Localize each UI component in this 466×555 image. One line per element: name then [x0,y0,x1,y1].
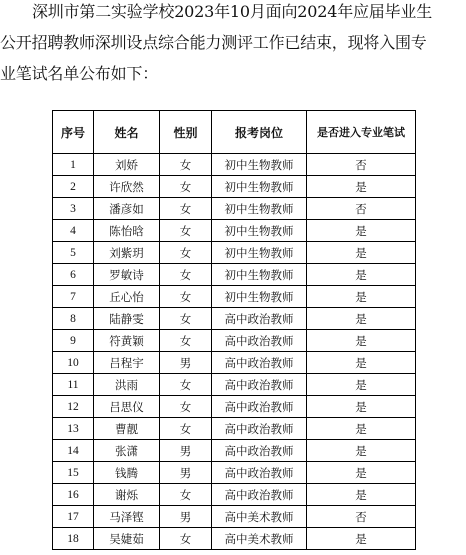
table-body [53,154,416,550]
cell-gender: 女 [160,220,212,242]
table-header-row [53,111,416,154]
table-row [53,352,416,374]
candidate-list-table [52,110,416,550]
cell-gender: 男 [160,440,212,462]
cell-no: 8 [53,308,94,330]
cell-name: 刘紫玥 [94,242,160,264]
cell-gender: 女 [160,396,212,418]
cell-gender: 男 [160,506,212,528]
cell-no: 15 [53,462,94,484]
cell-no: 14 [53,440,94,462]
cell-no: 13 [53,418,94,440]
cell-no: 17 [53,506,94,528]
cell-post: 高中政治教师 [212,396,307,418]
cell-gender: 女 [160,484,212,506]
cell-qualified: 是 [307,418,416,440]
table-row [53,418,416,440]
header-qualified: 是否进入专业笔试 [307,111,416,154]
cell-gender: 女 [160,286,212,308]
cell-post: 初中生物教师 [212,220,307,242]
cell-gender: 女 [160,198,212,220]
cell-name: 潘彦如 [94,198,160,220]
cell-name: 吕程宇 [94,352,160,374]
cell-name: 曹靓 [94,418,160,440]
cell-post: 高中政治教师 [212,308,307,330]
cell-no: 1 [53,154,94,176]
cell-post: 高中政治教师 [212,352,307,374]
cell-gender: 女 [160,374,212,396]
intro-line-1: 深圳市第二实验学校2023年10月面向2024年应届毕业生 [32,2,432,21]
cell-name: 吴婕茹 [94,528,160,550]
table-row [53,198,416,220]
cell-post: 高中美术教师 [212,506,307,528]
cell-post: 初中生物教师 [212,242,307,264]
cell-name: 陈怡晗 [94,220,160,242]
cell-qualified: 是 [307,440,416,462]
cell-name: 罗敏诗 [94,264,160,286]
cell-qualified: 是 [307,396,416,418]
cell-name: 刘娇 [94,154,160,176]
cell-qualified: 是 [307,286,416,308]
header-post: 报考岗位 [212,111,307,154]
cell-qualified: 是 [307,352,416,374]
cell-post: 初中生物教师 [212,154,307,176]
cell-no: 3 [53,198,94,220]
cell-qualified: 是 [307,308,416,330]
table-row [53,330,416,352]
cell-post: 初中生物教师 [212,176,307,198]
cell-qualified: 否 [307,198,416,220]
cell-post: 初中生物教师 [212,264,307,286]
cell-qualified: 是 [307,374,416,396]
cell-gender: 女 [160,176,212,198]
cell-gender: 女 [160,154,212,176]
table-row [53,264,416,286]
intro-line-3: 业笔试名单公布如下： [0,64,159,83]
header-no: 序号 [53,111,94,154]
table-row [53,374,416,396]
cell-no: 10 [53,352,94,374]
cell-qualified: 是 [307,264,416,286]
cell-name: 丘心怡 [94,286,160,308]
cell-gender: 女 [160,242,212,264]
cell-no: 7 [53,286,94,308]
cell-qualified: 是 [307,176,416,198]
cell-name: 谢烁 [94,484,160,506]
cell-qualified: 是 [307,462,416,484]
cell-gender: 女 [160,308,212,330]
cell-qualified: 是 [307,484,416,506]
cell-name: 陆静雯 [94,308,160,330]
table-row [53,528,416,550]
table-row [53,462,416,484]
cell-post: 初中生物教师 [212,198,307,220]
cell-post: 高中政治教师 [212,462,307,484]
cell-gender: 女 [160,264,212,286]
cell-qualified: 是 [307,220,416,242]
table-row [53,176,416,198]
cell-qualified: 是 [307,330,416,352]
cell-post: 高中政治教师 [212,330,307,352]
cell-name: 张潇 [94,440,160,462]
cell-gender: 女 [160,330,212,352]
cell-no: 9 [53,330,94,352]
table-row [53,506,416,528]
table-row [53,308,416,330]
cell-no: 12 [53,396,94,418]
cell-name: 洪雨 [94,374,160,396]
cell-name: 吕思仪 [94,396,160,418]
cell-name: 许欣然 [94,176,160,198]
cell-no: 11 [53,374,94,396]
cell-gender: 男 [160,462,212,484]
cell-post: 高中政治教师 [212,440,307,462]
cell-post: 高中美术教师 [212,528,307,550]
cell-qualified: 是 [307,242,416,264]
cell-no: 2 [53,176,94,198]
cell-qualified: 是 [307,528,416,550]
cell-post: 高中政治教师 [212,374,307,396]
table-row [53,242,416,264]
header-gender: 性别 [160,111,212,154]
cell-gender: 男 [160,352,212,374]
cell-name: 马泽铿 [94,506,160,528]
cell-gender: 女 [160,528,212,550]
cell-no: 5 [53,242,94,264]
cell-qualified: 否 [307,506,416,528]
table-row [53,286,416,308]
cell-name: 符黄颖 [94,330,160,352]
cell-qualified: 否 [307,154,416,176]
cell-no: 4 [53,220,94,242]
table-row [53,396,416,418]
header-name: 姓名 [94,111,160,154]
cell-name: 钱腾 [94,462,160,484]
cell-post: 高中政治教师 [212,484,307,506]
cell-no: 18 [53,528,94,550]
cell-post: 高中政治教师 [212,418,307,440]
intro-line-2: 公开招聘教师深圳设点综合能力测评工作已结束，现将入围专 [0,33,427,52]
table-row [53,220,416,242]
cell-no: 6 [53,264,94,286]
table-row [53,440,416,462]
cell-post: 初中生物教师 [212,286,307,308]
table-row [53,154,416,176]
cell-no: 16 [53,484,94,506]
cell-gender: 女 [160,418,212,440]
table-row [53,484,416,506]
